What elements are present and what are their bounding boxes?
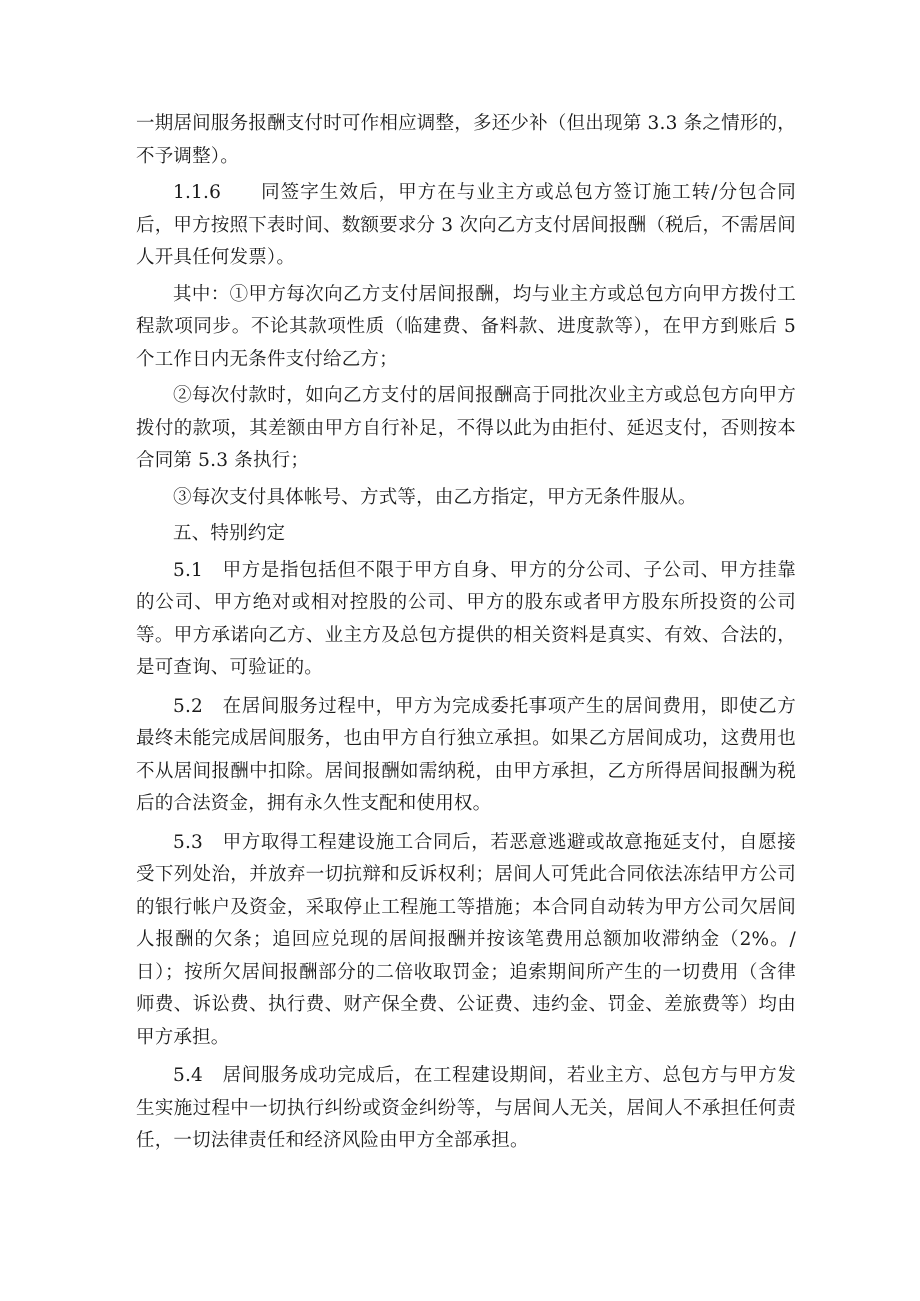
paragraph-1-1-6: 1.1.6 同签字生效后，甲方在与业主方或总包方签订施工转/分包合同后，甲方按照下表时间、数额要求分 3 次向乙方支付居间报酬（税后，不需居间人开具任何发票）。 bbox=[136, 182, 796, 268]
paragraph-payment-item-1: 其中：①甲方每次向乙方支付居间报酬，均与业主方或总包方向甲方拨付工程款项同步。不论其款项性质（临建费、备料款、进度款等），在甲方到账后 5 个工作日内无条件支付给乙方； bbox=[136, 283, 796, 370]
paragraph-payment-item-2: ②每次付款时，如向乙方支付的居间报酬高于同批次业主方或总包方向甲方拨付的款项，其差额由甲方自行补足，不得以此为由拒付、延迟支付，否则按本合同第 5.3 条执行； bbox=[136, 385, 796, 471]
paragraph-5-4: 5.4 居间服务成功完成后，在工程建设期间，若业主方、总包方与甲方发生实施过程中一切执行纠纷或资金纠纷等，与居间人无关，居间人不承担任何责任，一切法律责任和经济风险由甲方全部承担。 bbox=[136, 1065, 796, 1151]
paragraph-5-3: 5.3 甲方取得工程建设施工合同后，若恶意逃避或故意拖延支付，自愿接受下列处治，并放弃一切抗辩和反诉权利；居间人可凭此合同依法冻结甲方公司的银行帐户及资金，采取停止工程施工等措施；本合同自动转为甲方公司欠居间人报酬的欠条；追回应兑现的居间报酬并按该笔费用总额加收滞纳金（2%。/日）；按所欠居间报酬部分的二倍收取罚金；追索期间所产生的一切费用（含律师费、诉讼费、执行费、财产保全费、公证费、违约金、罚金、差旅费等）均由甲方承担。 bbox=[136, 831, 796, 1048]
document-page bbox=[136, 108, 796, 1158]
section-heading-special-terms: 五、特别约定 bbox=[173, 523, 286, 544]
paragraph-5-2: 5.2 在居间服务过程中，甲方为完成委托事项产生的居间费用，即使乙方最终未能完成居间服务，也由甲方自行独立承担。如果乙方居间成功，这费用也不从居间报酬中扣除。居间报酬如需纳税，由甲方承担，乙方所得居间报酬为税后的合法资金，拥有永久性支配和使用权。 bbox=[136, 695, 796, 814]
paragraph-5-1: 5.1 甲方是指包括但不限于甲方自身、甲方的分公司、子公司、甲方挂靠的公司、甲方绝对或相对控股的公司、甲方的股东或者甲方股东所投资的公司等。甲方承诺向乙方、业主方及总包方提供的相关资料是真实、有效、合法的，是可查询、可验证的。 bbox=[136, 559, 796, 678]
paragraph-continuation: 一期居间服务报酬支付时可作相应调整，多还少补（但出现第 3.3 条之情形的，不予调整）。 bbox=[136, 113, 796, 167]
paragraph-payment-item-3: ③每次支付具体帐号、方式等，由乙方指定，甲方无条件服从。 bbox=[173, 486, 697, 508]
